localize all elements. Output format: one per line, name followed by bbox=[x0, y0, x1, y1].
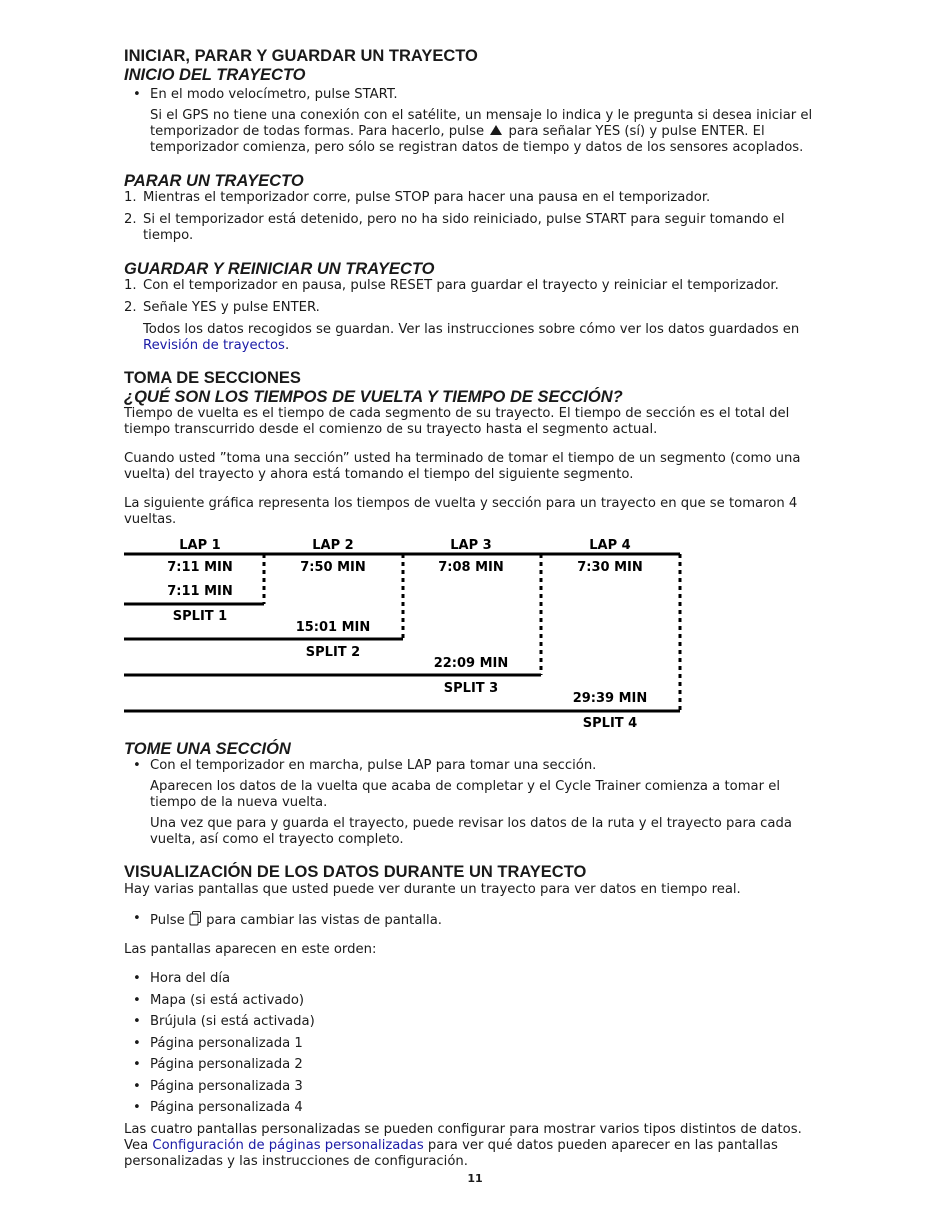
list-item: • Página personalizada 1 bbox=[124, 1036, 824, 1052]
list-item: • Hora del día bbox=[124, 971, 824, 987]
diagram-intro: La siguiente gráfica representa los tiempos de vuelta y sección para un trayecto en que se tomaron 4 vueltas. bbox=[124, 496, 798, 527]
list-item: 2. Si el temporizador está detenido, pero no ha sido reiniciado, pulse START para seguir tomando el tiempo. bbox=[124, 212, 785, 243]
custom-pages-note: Las cuatro pantallas personalizadas se pueden configurar para mostrar varios tipos distintos de datos. Vea Configuración de páginas personalizadas para ver qué datos pueden aparecer en las pantallas personalizadas y las instrucciones de configuración. bbox=[124, 1122, 802, 1169]
subsection-title-stop: PARAR UN TRAYECTO bbox=[124, 172, 304, 190]
lap-split-diagram bbox=[124, 536, 824, 740]
section-title-view-data: VISUALIZACIÓN DE LOS DATOS DURANTE UN TRAYECTO bbox=[124, 863, 587, 881]
split-4-time: 29:39 MIN bbox=[572, 691, 648, 706]
split-3-time: 22:09 MIN bbox=[433, 656, 509, 671]
split-1-label: SPLIT 1 bbox=[172, 609, 228, 624]
list-item: • Página personalizada 2 bbox=[124, 1057, 824, 1073]
lap-3-label: LAP 3 bbox=[450, 538, 492, 553]
split-3-label: SPLIT 3 bbox=[443, 681, 499, 696]
list-item: • Página personalizada 4 bbox=[124, 1100, 824, 1116]
lap-data-note: Aparecen los datos de la vuelta que acaba de completar y el Cycle Trainer comienza a tomar el tiempo de la nueva vuelta. bbox=[150, 779, 781, 810]
split-2-label: SPLIT 2 bbox=[305, 645, 361, 660]
lap-3-time: 7:08 MIN bbox=[438, 560, 504, 575]
list-item: • Brújula (si está activada) bbox=[124, 1014, 824, 1030]
lap-4-time: 7:30 MIN bbox=[577, 560, 643, 575]
list-item: • En el modo velocímetro, pulse START. bbox=[124, 87, 824, 103]
take-split-explanation: Cuando usted ”toma una sección” usted ha terminado de tomar el tiempo de un segmento (como una vuelta) del trayecto y ahora está tomando el tiempo del siguiente segmento. bbox=[124, 451, 801, 482]
up-triangle-icon bbox=[490, 125, 502, 135]
lap-4-label: LAP 4 bbox=[589, 538, 631, 553]
save-note: Todos los datos recogidos se guardan. Ver las instrucciones sobre cómo ver los datos guardados en Revisión de trayectos. bbox=[143, 322, 800, 353]
section-title-splits: TOMA DE SECCIONES bbox=[124, 369, 301, 387]
lap-2-label: LAP 2 bbox=[312, 538, 354, 553]
review-rides-link[interactable]: Revisión de trayectos bbox=[143, 338, 285, 353]
list-item: • Página personalizada 3 bbox=[124, 1079, 824, 1095]
review-note: Una vez que para y guarda el trayecto, puede revisar los datos de la ruta y el trayecto para cada vuelta, así como el trayecto completo. bbox=[150, 816, 792, 847]
subsection-title-start: INICIO DEL TRAYECTO bbox=[124, 66, 306, 84]
lap-1-time: 7:11 MIN bbox=[167, 560, 233, 575]
gps-note: Si el GPS no tiene una conexión con el satélite, un mensaje lo indica y le pregunta si desea iniciar el temporizador de todas formas. Para hacerlo, pulse para señalar YES (sí) y pulse ENTER. El temporizador comienza, pero sólo se registran datos de tiempo y datos de los sensores acoplados. bbox=[150, 108, 813, 155]
list-item: 1. Mientras el temporizador corre, pulse STOP para hacer una pausa en el temporizador. bbox=[124, 190, 711, 205]
lap-1-label: LAP 1 bbox=[179, 538, 221, 553]
list-item: • Con el temporizador en marcha, pulse LAP para tomar una sección. bbox=[124, 758, 824, 774]
subsection-title-save-reset: GUARDAR Y REINICIAR UN TRAYECTO bbox=[124, 260, 435, 278]
subsection-title-lap-split: ¿QUÉ SON LOS TIEMPOS DE VUELTA Y TIEMPO DE SECCIÓN? bbox=[124, 388, 623, 406]
pages-icon bbox=[189, 911, 202, 926]
list-item: 1. Con el temporizador en pausa, pulse RESET para guardar el trayecto y reiniciar el temporizador. bbox=[124, 278, 779, 293]
split-2-time: 15:01 MIN bbox=[295, 620, 371, 635]
list-item: • Mapa (si está activado) bbox=[124, 993, 824, 1009]
section-title-start-stop-save: INICIAR, PARAR Y GUARDAR UN TRAYECTO bbox=[124, 47, 478, 65]
lap-2-time: 7:50 MIN bbox=[300, 560, 366, 575]
list-item: • Pulse para cambiar las vistas de pantalla. bbox=[124, 911, 824, 929]
custom-pages-link[interactable]: Configuración de páginas personalizadas bbox=[152, 1138, 424, 1153]
page-number: 11 bbox=[467, 1172, 483, 1185]
subsection-title-take-split: TOME UNA SECCIÓN bbox=[124, 740, 291, 758]
lap-split-definition: Tiempo de vuelta es el tiempo de cada segmento de su trayecto. El tiempo de sección es el total del tiempo transcurrido desde el comienzo de su trayecto hasta el segmento actual. bbox=[124, 406, 790, 437]
list-item: 2. Señale YES y pulse ENTER. bbox=[124, 300, 320, 315]
screen-order-text: Las pantallas aparecen en este orden: bbox=[124, 942, 377, 957]
split-1-time: 7:11 MIN bbox=[167, 584, 233, 599]
manual-page bbox=[124, 46, 824, 1170]
view-data-intro: Hay varias pantallas que usted puede ver durante un trayecto para ver datos en tiempo real. bbox=[124, 882, 741, 897]
split-4-label: SPLIT 4 bbox=[582, 716, 638, 731]
